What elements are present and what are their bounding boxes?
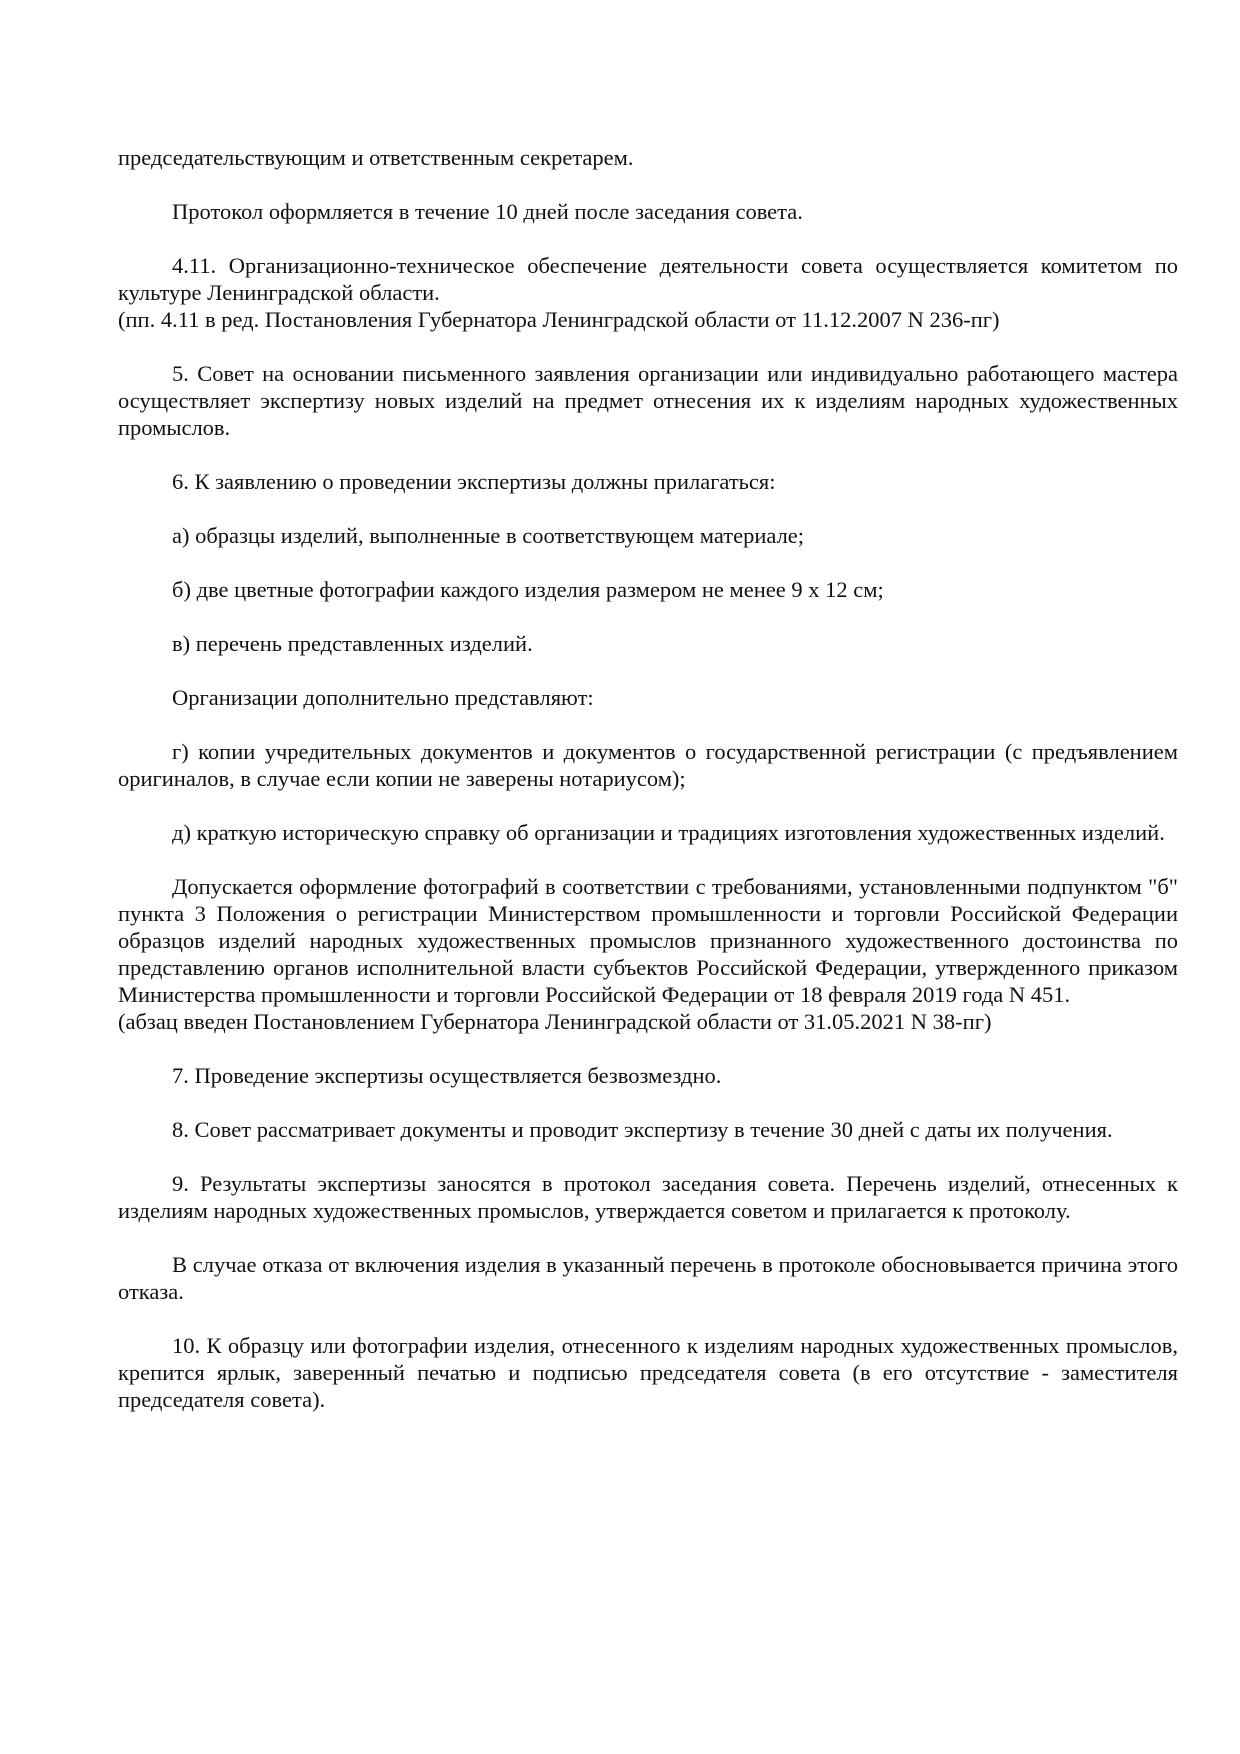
paragraph-protocol: Протокол оформляется в течение 10 дней после заседания совета. — [172, 199, 803, 224]
paragraph-clause-4-11: 4.11. Организационно-техническое обеспечение деятельности совета осуществляется комитетом по культуре Ленинградской области. — [118, 253, 1178, 305]
amendment-note-4-11: (пп. 4.11 в ред. Постановления Губернатора Ленинградской области от 11.12.2007 N 236-пг) — [118, 307, 1000, 332]
paragraph-clause-7: 7. Проведение экспертизы осуществляется безвозмездно. — [172, 1063, 722, 1088]
list-item-6-v: в) перечень представленных изделий. — [172, 631, 533, 656]
paragraph-continuation: председательствующим и ответственным секретарем. — [118, 145, 634, 170]
paragraph-clause-9: 9. Результаты экспертизы заносятся в протокол заседания совета. Перечень изделий, отнесенных к изделиям народных художественных промыслов, утверждается советом и прилагается к протоколу. — [118, 1171, 1178, 1223]
document-page — [118, 144, 1178, 1440]
clause-4-11-block — [118, 252, 1178, 333]
paragraph-refusal: В случае отказа от включения изделия в указанный перечень в протоколе обосновывается причина этого отказа. — [118, 1252, 1178, 1304]
list-item-6-g: г) копии учредительных документов и документов о государственной регистрации (с предъявлением оригиналов, в случае если копии не заверены нотариусом); — [118, 739, 1178, 791]
paragraph-clause-5: 5. Совет на основании письменного заявления организации или индивидуально работающего мастера осуществляет экспертизу новых изделий на предмет отнесения их к изделиям народных художественных промыслов. — [118, 361, 1178, 440]
photos-block — [118, 873, 1178, 1035]
list-item-6-d: д) краткую историческую справку об организации и традициях изготовления художественных изделий. — [172, 820, 1165, 845]
amendment-note-photos: (абзац введен Постановлением Губернатора Ленинградской области от 31.05.2021 N 38-пг) — [118, 1009, 992, 1034]
paragraph-org-additional: Организации дополнительно представляют: — [172, 685, 594, 710]
paragraph-clause-8: 8. Совет рассматривает документы и проводит экспертизу в течение 30 дней с даты их получения. — [172, 1117, 1113, 1142]
list-item-6-b: б) две цветные фотографии каждого изделия размером не менее 9 x 12 см; — [172, 577, 884, 602]
paragraph-photos-requirements: Допускается оформление фотографий в соответствии с требованиями, установленными подпунктом "б" пункта 3 Положения о регистрации Министерством промышленности и торговли Российской Федерации образцов изделий народных художественных промыслов признанного художественного достоинства по представлению органов исполнительной власти субъектов Российской Федерации, утвержденного приказом Министерства промышленности и торговли Российской Федерации от 18 февраля 2019 года N 451. — [118, 874, 1178, 1007]
paragraph-clause-10: 10. К образцу или фотографии изделия, отнесенного к изделиям народных художественных промыслов, крепится ярлык, заверенный печатью и подписью председателя совета (в его отсутствие - заместителя председателя совета). — [118, 1333, 1178, 1412]
paragraph-clause-6: 6. К заявлению о проведении экспертизы должны прилагаться: — [172, 469, 776, 494]
list-item-6-a: а) образцы изделий, выполненные в соответствующем материале; — [172, 523, 805, 548]
